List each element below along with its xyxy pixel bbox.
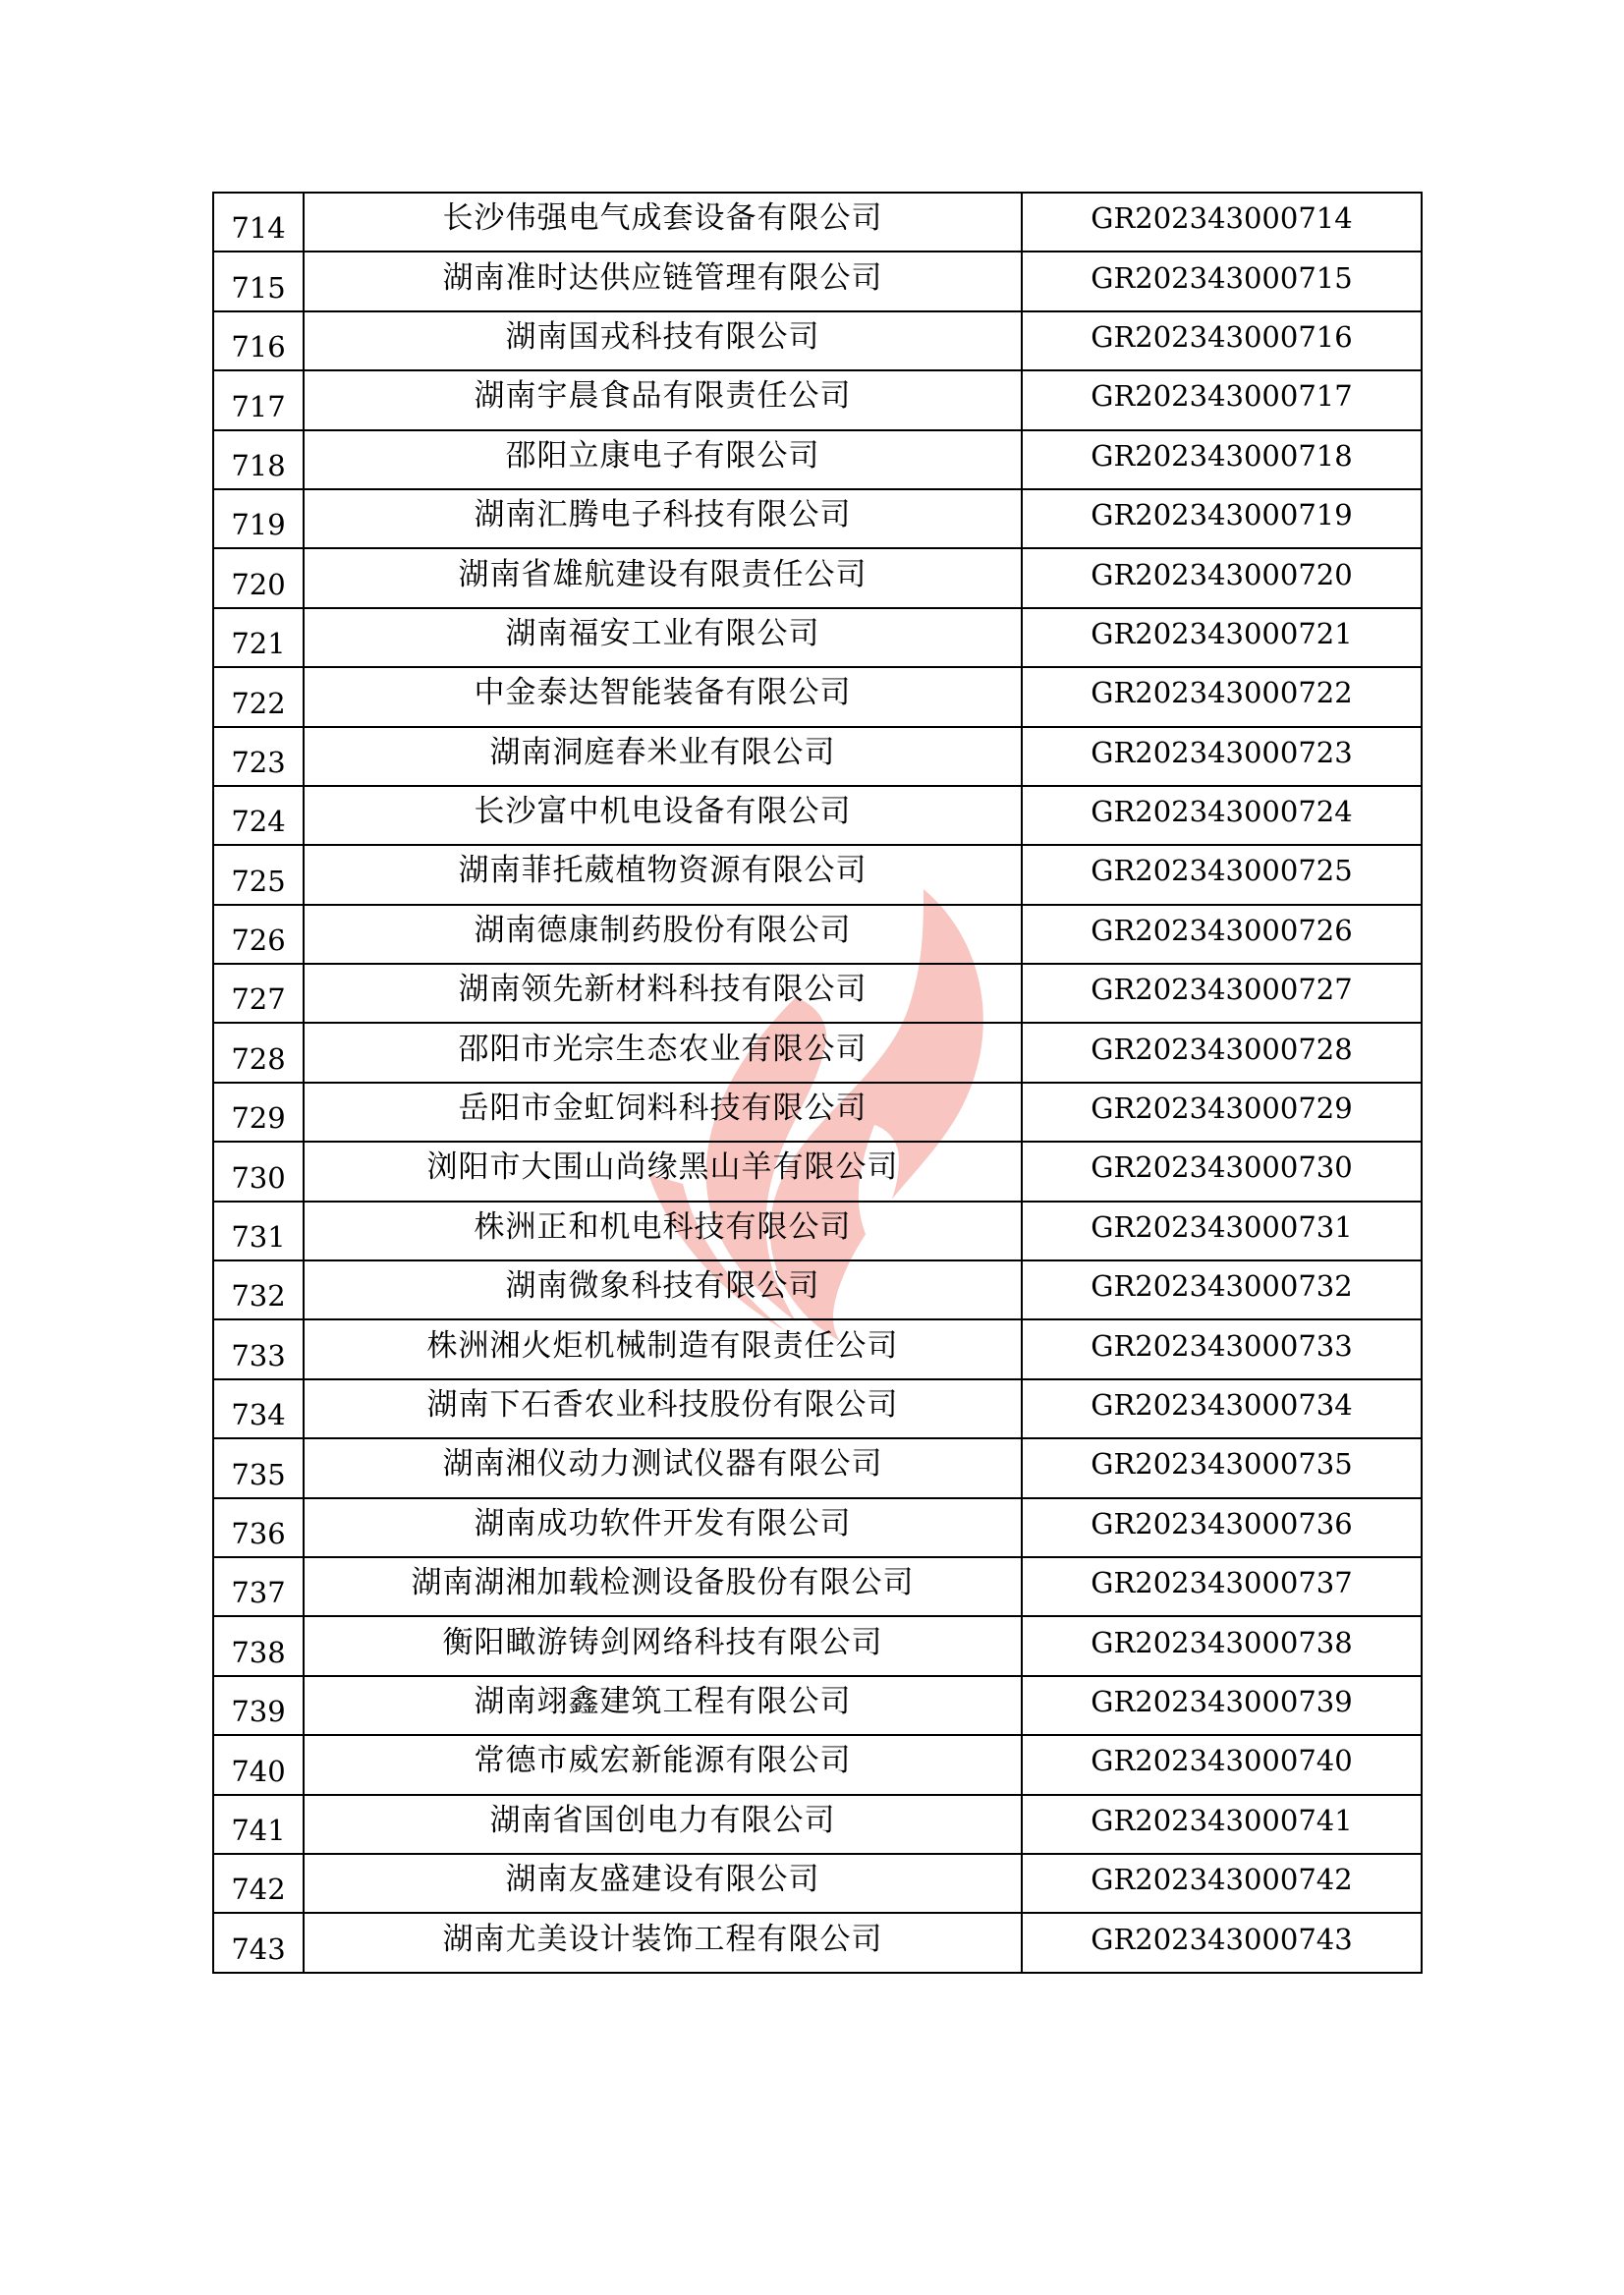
table-row <box>213 845 1422 904</box>
row-number: 738 <box>213 1616 304 1675</box>
row-number: 732 <box>213 1260 304 1319</box>
company-name: 浏阳市大围山尚缘黑山羊有限公司 <box>304 1142 1022 1201</box>
certificate-number: GR202343000725 <box>1022 845 1422 904</box>
table-row <box>213 1379 1422 1438</box>
table-row <box>213 1854 1422 1913</box>
certificate-number: GR202343000719 <box>1022 489 1422 548</box>
table-row <box>213 193 1422 252</box>
certificate-number: GR202343000739 <box>1022 1676 1422 1735</box>
certificate-number: GR202343000736 <box>1022 1498 1422 1557</box>
row-number: 716 <box>213 311 304 370</box>
company-name: 湖南德康制药股份有限公司 <box>304 905 1022 964</box>
certificate-number: GR202343000718 <box>1022 430 1422 489</box>
row-number: 728 <box>213 1023 304 1082</box>
certificate-number: GR202343000717 <box>1022 370 1422 429</box>
company-name: 湖南菲托葳植物资源有限公司 <box>304 845 1022 904</box>
company-name: 邵阳立康电子有限公司 <box>304 430 1022 489</box>
company-name: 衡阳瞰游铸剑网络科技有限公司 <box>304 1616 1022 1675</box>
company-name: 湖南翊鑫建筑工程有限公司 <box>304 1676 1022 1735</box>
row-number: 727 <box>213 964 304 1023</box>
table-row <box>213 964 1422 1023</box>
table-row <box>213 1083 1422 1142</box>
row-number: 734 <box>213 1379 304 1438</box>
certificate-number: GR202343000721 <box>1022 608 1422 667</box>
company-list-body <box>213 193 1422 1973</box>
company-name: 邵阳市光宗生态农业有限公司 <box>304 1023 1022 1082</box>
table-row <box>213 548 1422 607</box>
company-name: 湖南领先新材料科技有限公司 <box>304 964 1022 1023</box>
row-number: 725 <box>213 845 304 904</box>
certificate-number: GR202343000714 <box>1022 193 1422 252</box>
company-name: 长沙富中机电设备有限公司 <box>304 786 1022 845</box>
company-name: 湖南湖湘加载检测设备股份有限公司 <box>304 1557 1022 1616</box>
row-number: 737 <box>213 1557 304 1616</box>
row-number: 719 <box>213 489 304 548</box>
row-number: 736 <box>213 1498 304 1557</box>
table-row <box>213 489 1422 548</box>
company-name: 湖南湘仪动力测试仪器有限公司 <box>304 1438 1022 1497</box>
row-number: 718 <box>213 430 304 489</box>
certificate-number: GR202343000734 <box>1022 1379 1422 1438</box>
row-number: 721 <box>213 608 304 667</box>
company-name: 湖南汇腾电子科技有限公司 <box>304 489 1022 548</box>
certificate-number: GR202343000726 <box>1022 905 1422 964</box>
row-number: 735 <box>213 1438 304 1497</box>
table-row <box>213 1319 1422 1378</box>
table-row <box>213 1557 1422 1616</box>
table-row <box>213 667 1422 726</box>
certificate-number: GR202343000730 <box>1022 1142 1422 1201</box>
table-row <box>213 786 1422 845</box>
company-list-table <box>212 192 1423 1974</box>
certificate-number: GR202343000729 <box>1022 1083 1422 1142</box>
company-name: 湖南省国创电力有限公司 <box>304 1795 1022 1854</box>
row-number: 742 <box>213 1854 304 1913</box>
row-number: 733 <box>213 1319 304 1378</box>
certificate-number: GR202343000716 <box>1022 311 1422 370</box>
row-number: 741 <box>213 1795 304 1854</box>
certificate-number: GR202343000740 <box>1022 1735 1422 1794</box>
certificate-number: GR202343000724 <box>1022 786 1422 845</box>
company-name: 湖南国戎科技有限公司 <box>304 311 1022 370</box>
certificate-number: GR202343000722 <box>1022 667 1422 726</box>
company-name: 岳阳市金虹饲料科技有限公司 <box>304 1083 1022 1142</box>
company-name: 湖南成功软件开发有限公司 <box>304 1498 1022 1557</box>
table-row <box>213 430 1422 489</box>
certificate-number: GR202343000742 <box>1022 1854 1422 1913</box>
row-number: 723 <box>213 727 304 786</box>
company-name: 湖南省雄航建设有限责任公司 <box>304 548 1022 607</box>
table-row <box>213 1202 1422 1260</box>
row-number: 730 <box>213 1142 304 1201</box>
company-name: 湖南下石香农业科技股份有限公司 <box>304 1379 1022 1438</box>
table-row <box>213 1735 1422 1794</box>
row-number: 743 <box>213 1913 304 1972</box>
certificate-number: GR202343000723 <box>1022 727 1422 786</box>
company-name: 湖南福安工业有限公司 <box>304 608 1022 667</box>
company-name: 中金泰达智能装备有限公司 <box>304 667 1022 726</box>
table-row <box>213 1913 1422 1972</box>
certificate-number: GR202343000741 <box>1022 1795 1422 1854</box>
row-number: 739 <box>213 1676 304 1735</box>
table-row <box>213 1023 1422 1082</box>
table-row <box>213 1438 1422 1497</box>
row-number: 724 <box>213 786 304 845</box>
table-row <box>213 252 1422 310</box>
row-number: 717 <box>213 370 304 429</box>
company-name: 湖南准时达供应链管理有限公司 <box>304 252 1022 310</box>
company-name: 湖南友盛建设有限公司 <box>304 1854 1022 1913</box>
certificate-number: GR202343000737 <box>1022 1557 1422 1616</box>
certificate-number: GR202343000738 <box>1022 1616 1422 1675</box>
row-number: 722 <box>213 667 304 726</box>
company-name: 株洲湘火炬机械制造有限责任公司 <box>304 1319 1022 1378</box>
row-number: 731 <box>213 1202 304 1260</box>
row-number: 714 <box>213 193 304 252</box>
table-row <box>213 905 1422 964</box>
table-row <box>213 311 1422 370</box>
company-name: 湖南宇晨食品有限责任公司 <box>304 370 1022 429</box>
row-number: 726 <box>213 905 304 964</box>
company-name: 株洲正和机电科技有限公司 <box>304 1202 1022 1260</box>
certificate-number: GR202343000743 <box>1022 1913 1422 1972</box>
company-name: 常德市威宏新能源有限公司 <box>304 1735 1022 1794</box>
table-row <box>213 608 1422 667</box>
certificate-number: GR202343000720 <box>1022 548 1422 607</box>
table-row <box>213 1676 1422 1735</box>
row-number: 729 <box>213 1083 304 1142</box>
company-name: 湖南微象科技有限公司 <box>304 1260 1022 1319</box>
table-row <box>213 1142 1422 1201</box>
certificate-number: GR202343000715 <box>1022 252 1422 310</box>
table-row <box>213 1616 1422 1675</box>
table-row <box>213 727 1422 786</box>
company-name: 湖南尤美设计装饰工程有限公司 <box>304 1913 1022 1972</box>
row-number: 715 <box>213 252 304 310</box>
certificate-number: GR202343000735 <box>1022 1438 1422 1497</box>
certificate-number: GR202343000728 <box>1022 1023 1422 1082</box>
certificate-number: GR202343000731 <box>1022 1202 1422 1260</box>
table-row <box>213 1795 1422 1854</box>
certificate-number: GR202343000727 <box>1022 964 1422 1023</box>
certificate-number: GR202343000733 <box>1022 1319 1422 1378</box>
table-row <box>213 1498 1422 1557</box>
table-row <box>213 1260 1422 1319</box>
certificate-number: GR202343000732 <box>1022 1260 1422 1319</box>
table-row <box>213 370 1422 429</box>
company-name: 湖南洞庭春米业有限公司 <box>304 727 1022 786</box>
row-number: 720 <box>213 548 304 607</box>
row-number: 740 <box>213 1735 304 1794</box>
company-name: 长沙伟强电气成套设备有限公司 <box>304 193 1022 252</box>
